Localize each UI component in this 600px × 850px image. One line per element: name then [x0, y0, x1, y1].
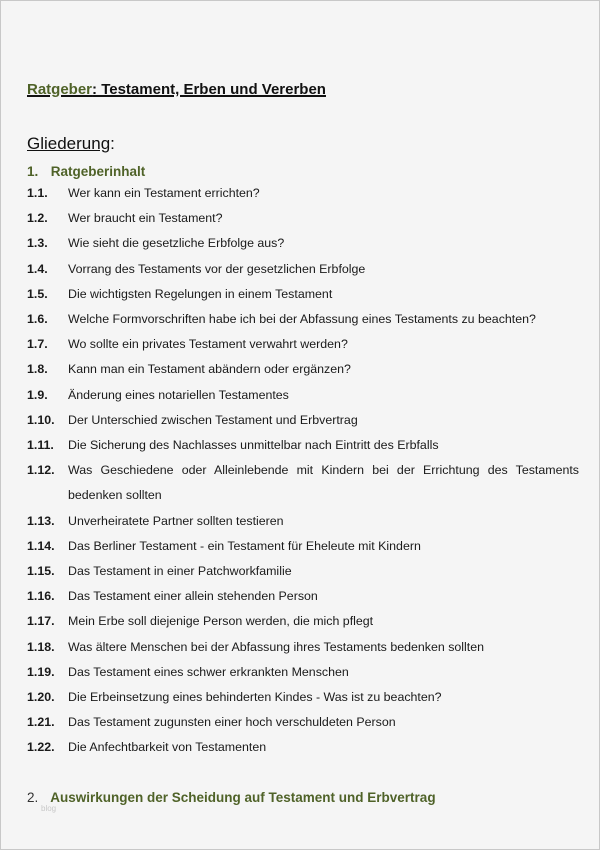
outline-list [27, 181, 579, 761]
item-number: 1.5. [27, 286, 48, 301]
item-text: Das Testament eines schwer erkrankten Menschen [68, 664, 349, 679]
item-text: Wie sieht die gesetzliche Erbfolge aus? [68, 236, 285, 251]
section-heading-2 [27, 790, 436, 805]
item-number: 1.15. [27, 564, 55, 579]
item-text: Kann man ein Testament abändern oder ergänzen? [68, 362, 351, 377]
list-item [27, 584, 579, 609]
item-number: 1.4. [27, 261, 48, 276]
item-text: Die wichtigsten Regelungen in einem Testament [68, 286, 333, 301]
item-number: 1.7. [27, 337, 48, 352]
section-label: Ratgeberinhalt [50, 164, 146, 179]
item-number: 1.12. [27, 463, 55, 478]
item-text: Wer kann ein Testament errichten? [68, 186, 260, 200]
section-number: 1. [27, 164, 39, 179]
item-number: 1.22. [27, 740, 55, 755]
item-text: Mein Erbe soll diejenige Person werden, die mich pflegt [68, 614, 374, 629]
list-item [27, 534, 579, 559]
list-item [27, 282, 579, 307]
item-number: 1.21. [27, 715, 55, 730]
item-number: 1.1. [27, 186, 48, 200]
list-item [27, 660, 579, 685]
item-number: 1.9. [27, 387, 48, 402]
item-text: Das Berliner Testament - ein Testament für Eheleute mit Kindern [68, 538, 421, 553]
item-text: Die Sicherung des Nachlasses unmittelbar nach Eintritt des Erbfalls [68, 438, 439, 453]
item-text: Welche Formvorschriften habe ich bei der Abfassung eines Testaments zu beachten? [68, 312, 536, 327]
list-item [27, 257, 579, 282]
list-item [27, 206, 579, 231]
item-number: 1.16. [27, 589, 55, 604]
watermark: blog [41, 804, 57, 813]
item-number: 1.2. [27, 211, 48, 226]
item-number: 1.11. [27, 438, 54, 453]
title-rest: : Testament, Erben und Vererben [92, 81, 326, 98]
item-text: Der Unterschied zwischen Testament und Erbvertrag [68, 412, 358, 427]
item-number: 1.20. [27, 690, 55, 705]
item-number: 1.13. [27, 513, 55, 528]
item-text: Das Testament einer allein stehenden Person [68, 589, 318, 604]
list-item [27, 408, 579, 433]
item-text: Was ältere Menschen bei der Abfassung ihres Testaments bedenken sollten [68, 639, 485, 654]
outline-label: Gliederung [27, 134, 111, 153]
list-item [27, 735, 579, 760]
list-item [27, 685, 579, 710]
list-item [27, 181, 579, 206]
list-item [27, 332, 579, 357]
item-text: Änderung eines notariellen Testamentes [68, 387, 289, 402]
list-item [27, 458, 579, 508]
list-item [27, 609, 579, 634]
outline-colon: : [110, 134, 115, 153]
list-item [27, 710, 579, 735]
item-text: Das Testament in einer Patchworkfamilie [68, 564, 292, 579]
section-number: 2. [27, 790, 39, 805]
list-item [27, 383, 579, 408]
item-number: 1.8. [27, 362, 48, 377]
list-item [27, 635, 579, 660]
list-item [27, 559, 579, 584]
outline-heading [27, 134, 115, 154]
item-text: Wer braucht ein Testament? [68, 211, 223, 226]
list-item [27, 433, 579, 458]
list-item [27, 357, 579, 382]
item-number: 1.14. [27, 538, 55, 553]
item-text: Das Testament zugunsten einer hoch verschuldeten Person [68, 715, 396, 730]
item-text: Die Erbeinsetzung eines behinderten Kindes - Was ist zu beachten? [68, 690, 442, 705]
item-text: Die Anfechtbarkeit von Testamenten [68, 740, 267, 755]
item-number: 1.18. [27, 639, 55, 654]
item-number: 1.10. [27, 412, 55, 427]
list-item [27, 231, 579, 256]
section-label: Auswirkungen der Scheidung auf Testament und Erbvertrag [50, 790, 436, 805]
item-text: Vorrang des Testaments vor der gesetzlichen Erbfolge [68, 261, 366, 276]
list-item [27, 509, 579, 534]
list-item [27, 307, 579, 332]
item-text: Wo sollte ein privates Testament verwahrt werden? [68, 337, 348, 352]
item-text: Was Geschiedene oder Alleinlebende mit Kindern bei der Errichtung des Testaments bedenken sollten [68, 463, 579, 503]
item-number: 1.6. [27, 312, 48, 327]
item-number: 1.3. [27, 236, 48, 251]
document-title [27, 81, 326, 98]
title-prefix: Ratgeber [27, 81, 93, 98]
item-number: 1.19. [27, 664, 55, 679]
item-text: Unverheiratete Partner sollten testieren [68, 513, 284, 528]
section-heading-1 [27, 164, 145, 179]
item-number: 1.17. [27, 614, 55, 629]
